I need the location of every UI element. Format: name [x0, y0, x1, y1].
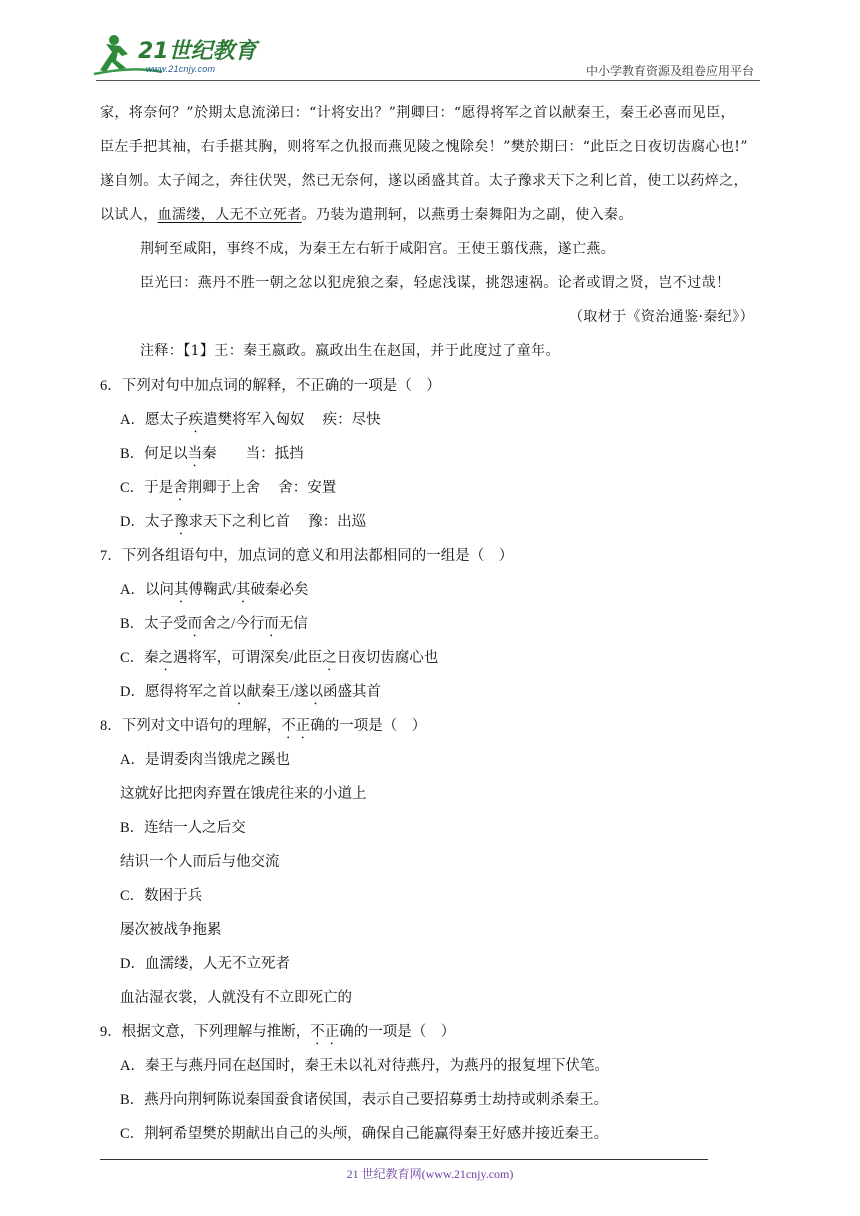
- q6-option-d: D．太子豫求天下之利匕首 豫：出巡: [120, 514, 367, 530]
- q8-option-c: C．数困于兵: [120, 888, 203, 904]
- q8-stem: 8．下列对文中语句的理解，不正确的一项是（ ）: [100, 718, 427, 734]
- q7-option-b: B．太子受而舍之/今行而无信: [120, 616, 308, 632]
- q8-option-d: D．血濡缕，人无不立死者: [120, 956, 290, 972]
- passage-para-2: 荆轲至咸阳，事终不成，为秦王左右斩于咸阳宫。王使王翦伐燕，遂亡燕。: [140, 241, 616, 257]
- svg-text:21世纪教育: 21世纪教育: [138, 39, 257, 64]
- page-header: [0, 0, 860, 80]
- footer-link[interactable]: 21 世纪教育网(www.21cnjy.com): [346, 1167, 514, 1181]
- passage-line-4: 以试人，血濡缕，人无不立死者。乃装为遣荆轲，以燕勇士秦舞阳为之副，使入秦。: [100, 207, 633, 223]
- q7-option-d: D．愿得将军之首以献秦王/遂以函盛其首: [120, 684, 382, 700]
- logo-url: www.21cnjy.com: [146, 64, 216, 74]
- passage-source: （取材于《资治通鉴·秦纪》）: [568, 309, 754, 325]
- passage-line-1: 家，将奈何？”於期太息流涕曰：“计将安出？”荆卿曰：“愿得将军之首以献秦王，秦王必喜而见臣，: [100, 105, 736, 121]
- footer-divider: [100, 1159, 708, 1160]
- underlined-sentence: 血濡缕，人无不立死者: [157, 207, 302, 223]
- q7-option-c: C．秦之遇将军，可谓深矣/此臣之日夜切齿腐心也: [120, 650, 439, 666]
- q7-option-a: A．以问其傅鞠武/其破秦必矣: [120, 582, 309, 598]
- q9-option-a: A．秦王与燕丹同在赵国时，秦王未以礼对待燕丹，为燕丹的报复埋下伏笔。: [120, 1058, 609, 1074]
- q8-option-d-answer: 血沾湿衣裳，人就没有不立即死亡的: [120, 990, 352, 1006]
- platform-label: 中小学教育资源及组卷应用平台: [585, 64, 754, 78]
- passage-line-2: 臣左手把其袖，右手揕其胸，则将军之仇报而燕见陵之愧除矣！”樊於期曰：“此臣之日夜切齿腐心也!”: [100, 139, 748, 155]
- q9-option-b: B．燕丹向荆轲陈说秦国蚕食诸侯国，表示自己要招募勇士劫持或刺杀秦王。: [120, 1092, 609, 1108]
- q6-option-b: B．何足以当秦 当：抵挡: [120, 446, 304, 462]
- q6-stem: 6．下列对句中加点词的解释，不正确的一项是（ ）: [100, 378, 441, 394]
- passage-line-3: 遂自刎。太子闻之，奔往伏哭，然已无奈何，遂以函盛其首。太子豫求天下之利匕首，使工以药焠之，: [100, 173, 748, 189]
- header-divider: [96, 80, 760, 81]
- q8-option-b: B．连结一人之后交: [120, 820, 246, 836]
- q8-option-a: A．是谓委肉当饿虎之蹊也: [120, 752, 290, 768]
- q7-stem: 7．下列各组语句中，加点词的意义和用法都相同的一组是（ ）: [100, 548, 514, 564]
- q8-option-b-answer: 结识一个人而后与他交流: [120, 854, 280, 870]
- q8-option-c-answer: 屡次被战争拖累: [120, 922, 222, 938]
- q6-option-c: C．于是舍荆卿于上舍 舍：安置: [120, 480, 337, 496]
- q9-option-c: C．荆轲希望樊於期献出自己的头颅，确保自己能赢得秦王好感并接近秦王。: [120, 1126, 609, 1142]
- passage-note: 注释：【1】王：秦王嬴政。嬴政出生在赵国，并于此度过了童年。: [140, 343, 560, 359]
- passage-para-3: 臣光曰：燕丹不胜一朝之忿以犯虎狼之秦，轻虑浅谋，挑怨速祸。论者或谓之贤，岂不过哉！: [140, 275, 731, 291]
- q9-stem: 9．根据文意，下列理解与推断，不正确的一项是（ ）: [100, 1024, 456, 1040]
- q8-option-a-answer: 这就好比把肉弃置在饿虎往来的小道上: [120, 786, 367, 802]
- q6-option-a: A．愿太子疾遣樊将军入匈奴 疾：尽快: [120, 412, 381, 428]
